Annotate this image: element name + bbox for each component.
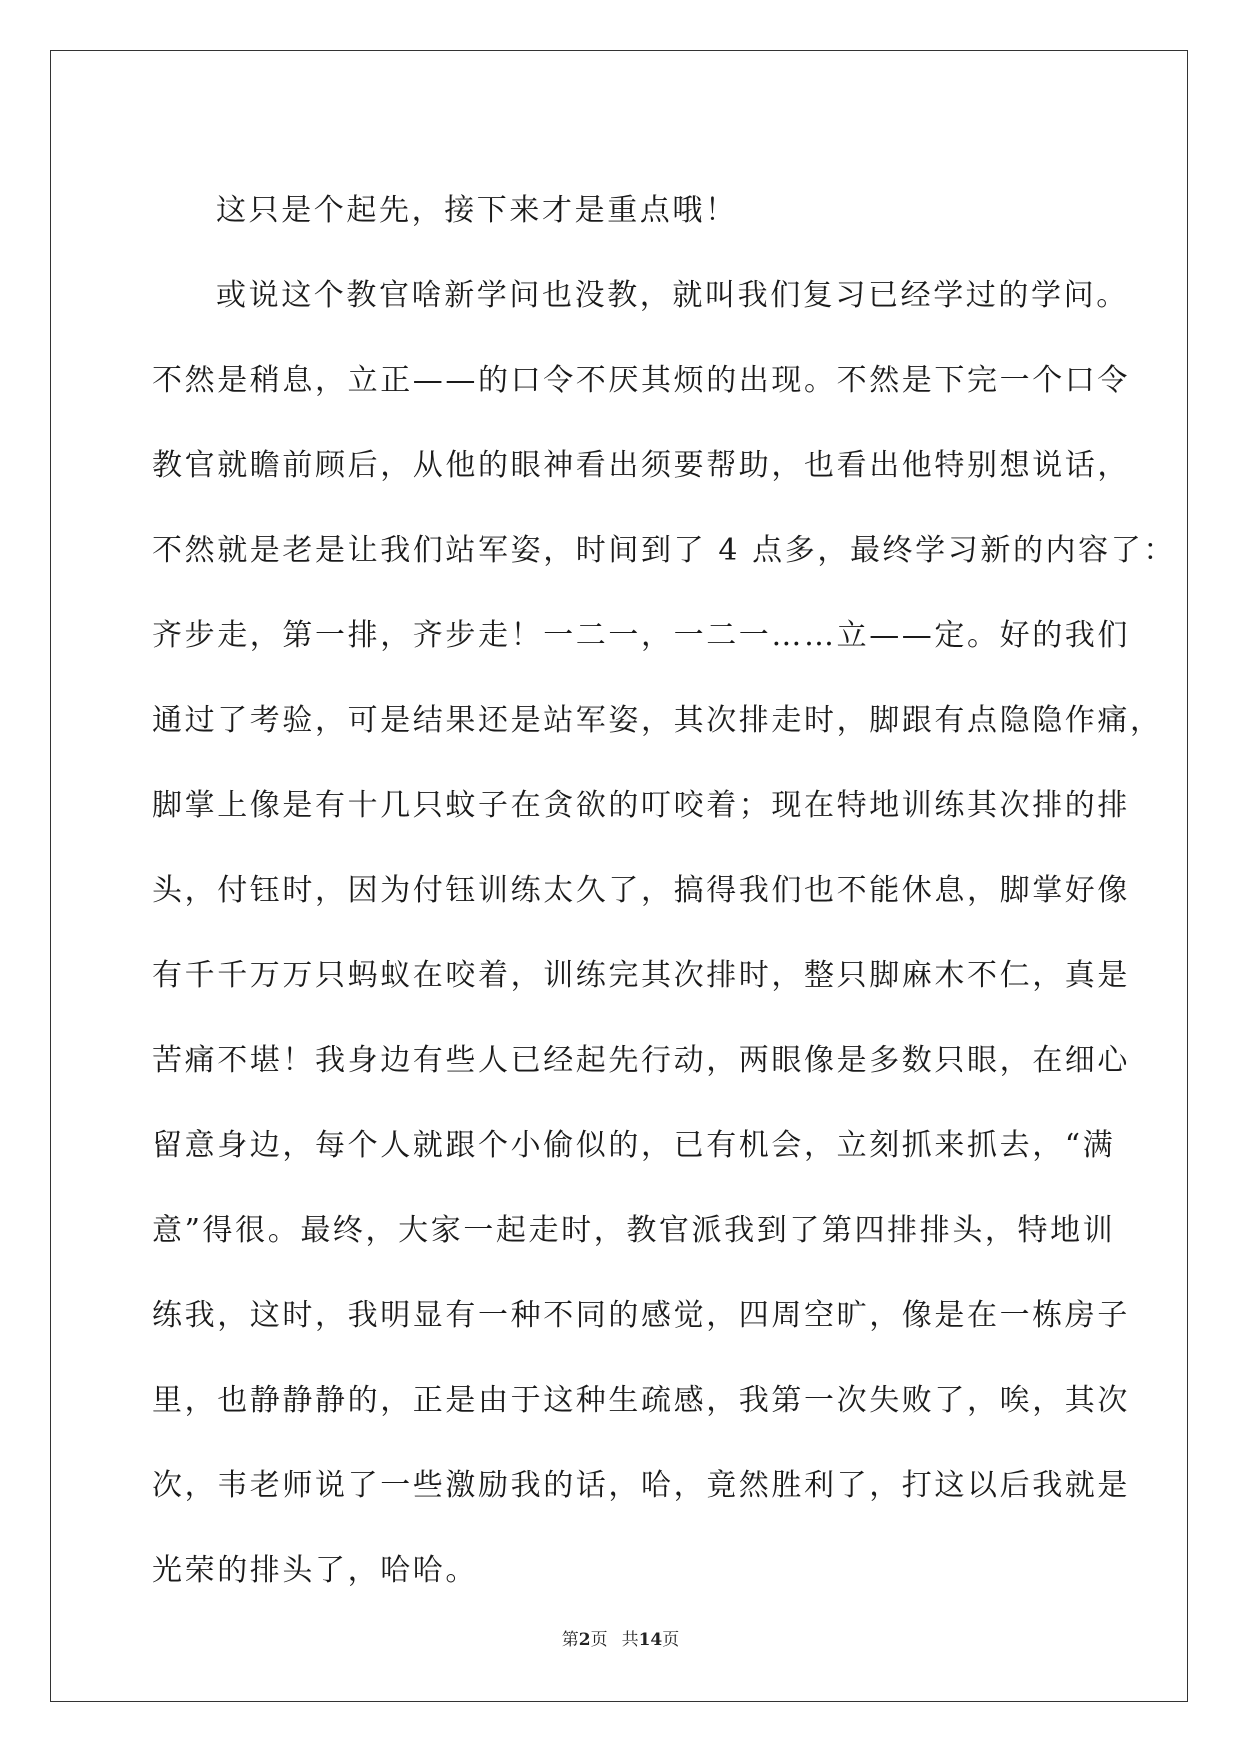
paragraph-2-line: 有千千万万只蚂蚁在咬着，训练完其次排时，整只脚麻木不仁，真是	[152, 958, 1130, 993]
paragraph-2-line: 苦痛不堪！我身边有些人已经起先行动，两眼像是多数只眼，在细心	[152, 1043, 1130, 1078]
page-current: 2	[578, 1630, 591, 1650]
page-unit: 页	[590, 1630, 608, 1650]
paragraph-2-line: 齐步走，第一排，齐步走！一二一，一二一……立——定。好的我们	[152, 618, 1130, 653]
paragraph-2-line: 光荣的排头了，哈哈。	[152, 1553, 478, 1588]
paragraph-2	[152, 253, 1176, 1613]
paragraph-2-line: 头，付钰时，因为付钰训练太久了，搞得我们也不能休息，脚掌好像	[152, 873, 1130, 908]
total-prefix: 共	[621, 1630, 639, 1650]
paragraph-2-line: 里，也静静静的，正是由于这种生疏感，我第一次失败了，唉，其次	[152, 1383, 1130, 1418]
paragraph-2-line: 或说这个教官啥新学问也没教，就叫我们复习已经学过的学问。	[216, 278, 1129, 313]
paragraph-2-line: 脚掌上像是有十几只蚊子在贪欲的叮咬着；现在特地训练其次排的排	[152, 788, 1130, 823]
paragraph-2-line: 意”得很。最终，大家一起走时，教官派我到了第四排排头，特地训	[152, 1213, 1116, 1248]
paragraph-2-line: 通过了考验，可是结果还是站军姿，其次排走时，脚跟有点隐隐作痛，	[152, 703, 1163, 738]
paragraph-2-line: 练我，这时，我明显有一种不同的感觉，四周空旷，像是在一栋房子	[152, 1298, 1130, 1333]
paragraph-2-line: 教官就瞻前顾后，从他的眼神看出须要帮助，也看出他特别想说话，	[152, 448, 1130, 483]
total-unit: 页	[662, 1630, 680, 1650]
paragraph-2-line: 次，韦老师说了一些激励我的话，哈，竟然胜利了，打这以后我就是	[152, 1468, 1130, 1503]
page-footer	[0, 1625, 1241, 1650]
page-total: 14	[638, 1630, 663, 1650]
paragraph-2-line: 不然就是老是让我们站军姿，时间到了 4 点多，最终学习新的内容了：	[152, 533, 1176, 568]
paragraph-1-line: 这只是个起先，接下来才是重点哦！	[216, 193, 738, 228]
paragraph-2-line: 留意身边，每个人就跟个小偷似的，已有机会，立刻抓来抓去，“满	[152, 1128, 1116, 1163]
page-prefix: 第	[561, 1630, 579, 1650]
paragraph-2-line: 不然是稍息，立正——的口令不厌其烦的出现。不然是下完一个口令	[152, 363, 1130, 398]
document-body	[152, 168, 1176, 1613]
